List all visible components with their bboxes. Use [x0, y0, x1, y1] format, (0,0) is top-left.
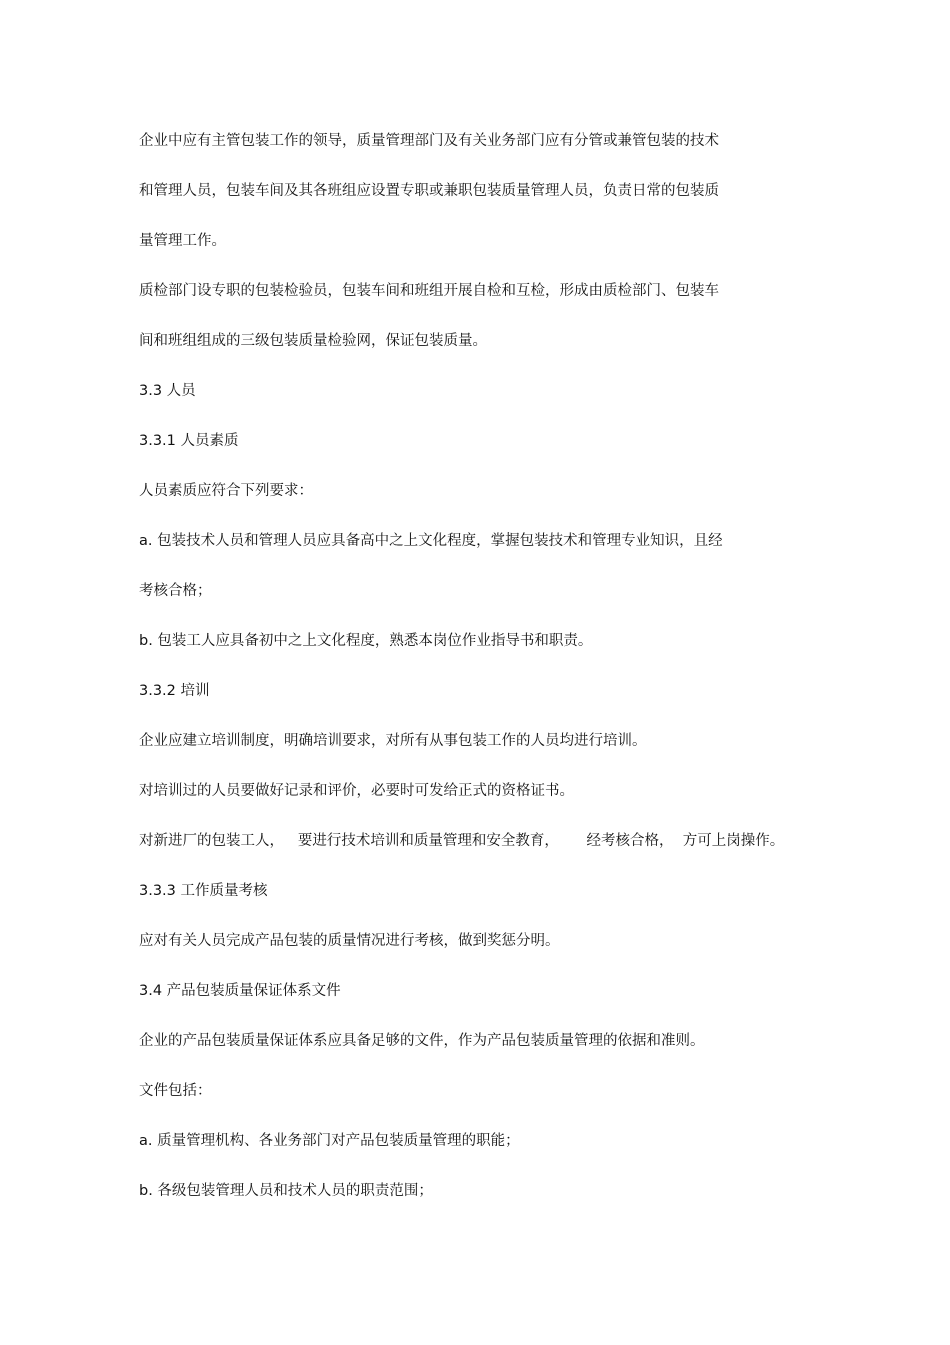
paragraph-line: 企业应建立培训制度，明确培训要求，对所有从事包装工作的人员均进行培训。	[139, 733, 647, 749]
paragraph-line: 间和班组组成的三级包装质量检验网，保证包装质量。	[139, 333, 487, 349]
list-item: a. 包装技术人员和管理人员应具备高中之上文化程度，掌握包装技术和管理专业知识，且经	[139, 533, 723, 549]
subsection-heading: 3.3.2 培训	[139, 683, 210, 699]
section-heading: 3.4 产品包装质量保证体系文件	[139, 983, 341, 999]
paragraph-line: 对新进厂的包装工人， 要进行技术培训和质量管理和安全教育， 经考核合格， 方可上岗操作。	[139, 833, 785, 849]
paragraph-line: 企业中应有主管包装工作的领导，质量管理部门及有关业务部门应有分管或兼管包装的技术	[139, 133, 719, 149]
list-item: b. 各级包装管理人员和技术人员的职责范围；	[139, 1183, 433, 1199]
subsection-heading: 3.3.1 人员素质	[139, 433, 239, 449]
paragraph-line: 质检部门设专职的包装检验员，包装车间和班组开展自检和互检，形成由质检部门、包装车	[139, 283, 719, 299]
list-item-continuation: 考核合格；	[139, 583, 212, 599]
paragraph-line: 和管理人员，包装车间及其各班组应设置专职或兼职包装质量管理人员，负责日常的包装质	[139, 183, 719, 199]
paragraph-line: 人员素质应符合下列要求：	[139, 483, 313, 499]
section-heading: 3.3 人员	[139, 383, 196, 399]
paragraph-line: 文件包括：	[139, 1083, 212, 1099]
paragraph-line: 企业的产品包装质量保证体系应具备足够的文件，作为产品包装质量管理的依据和准则。	[139, 1033, 705, 1049]
subsection-heading: 3.3.3 工作质量考核	[139, 883, 268, 899]
paragraph-line: 量管理工作。	[139, 233, 226, 249]
list-item: a. 质量管理机构、各业务部门对产品包装质量管理的职能；	[139, 1133, 520, 1149]
list-item: b. 包装工人应具备初中之上文化程度，熟悉本岗位作业指导书和职责。	[139, 633, 593, 649]
paragraph-line: 对培训过的人员要做好记录和评价，必要时可发给正式的资格证书。	[139, 783, 574, 799]
paragraph-line: 应对有关人员完成产品包装的质量情况进行考核，做到奖惩分明。	[139, 933, 560, 949]
